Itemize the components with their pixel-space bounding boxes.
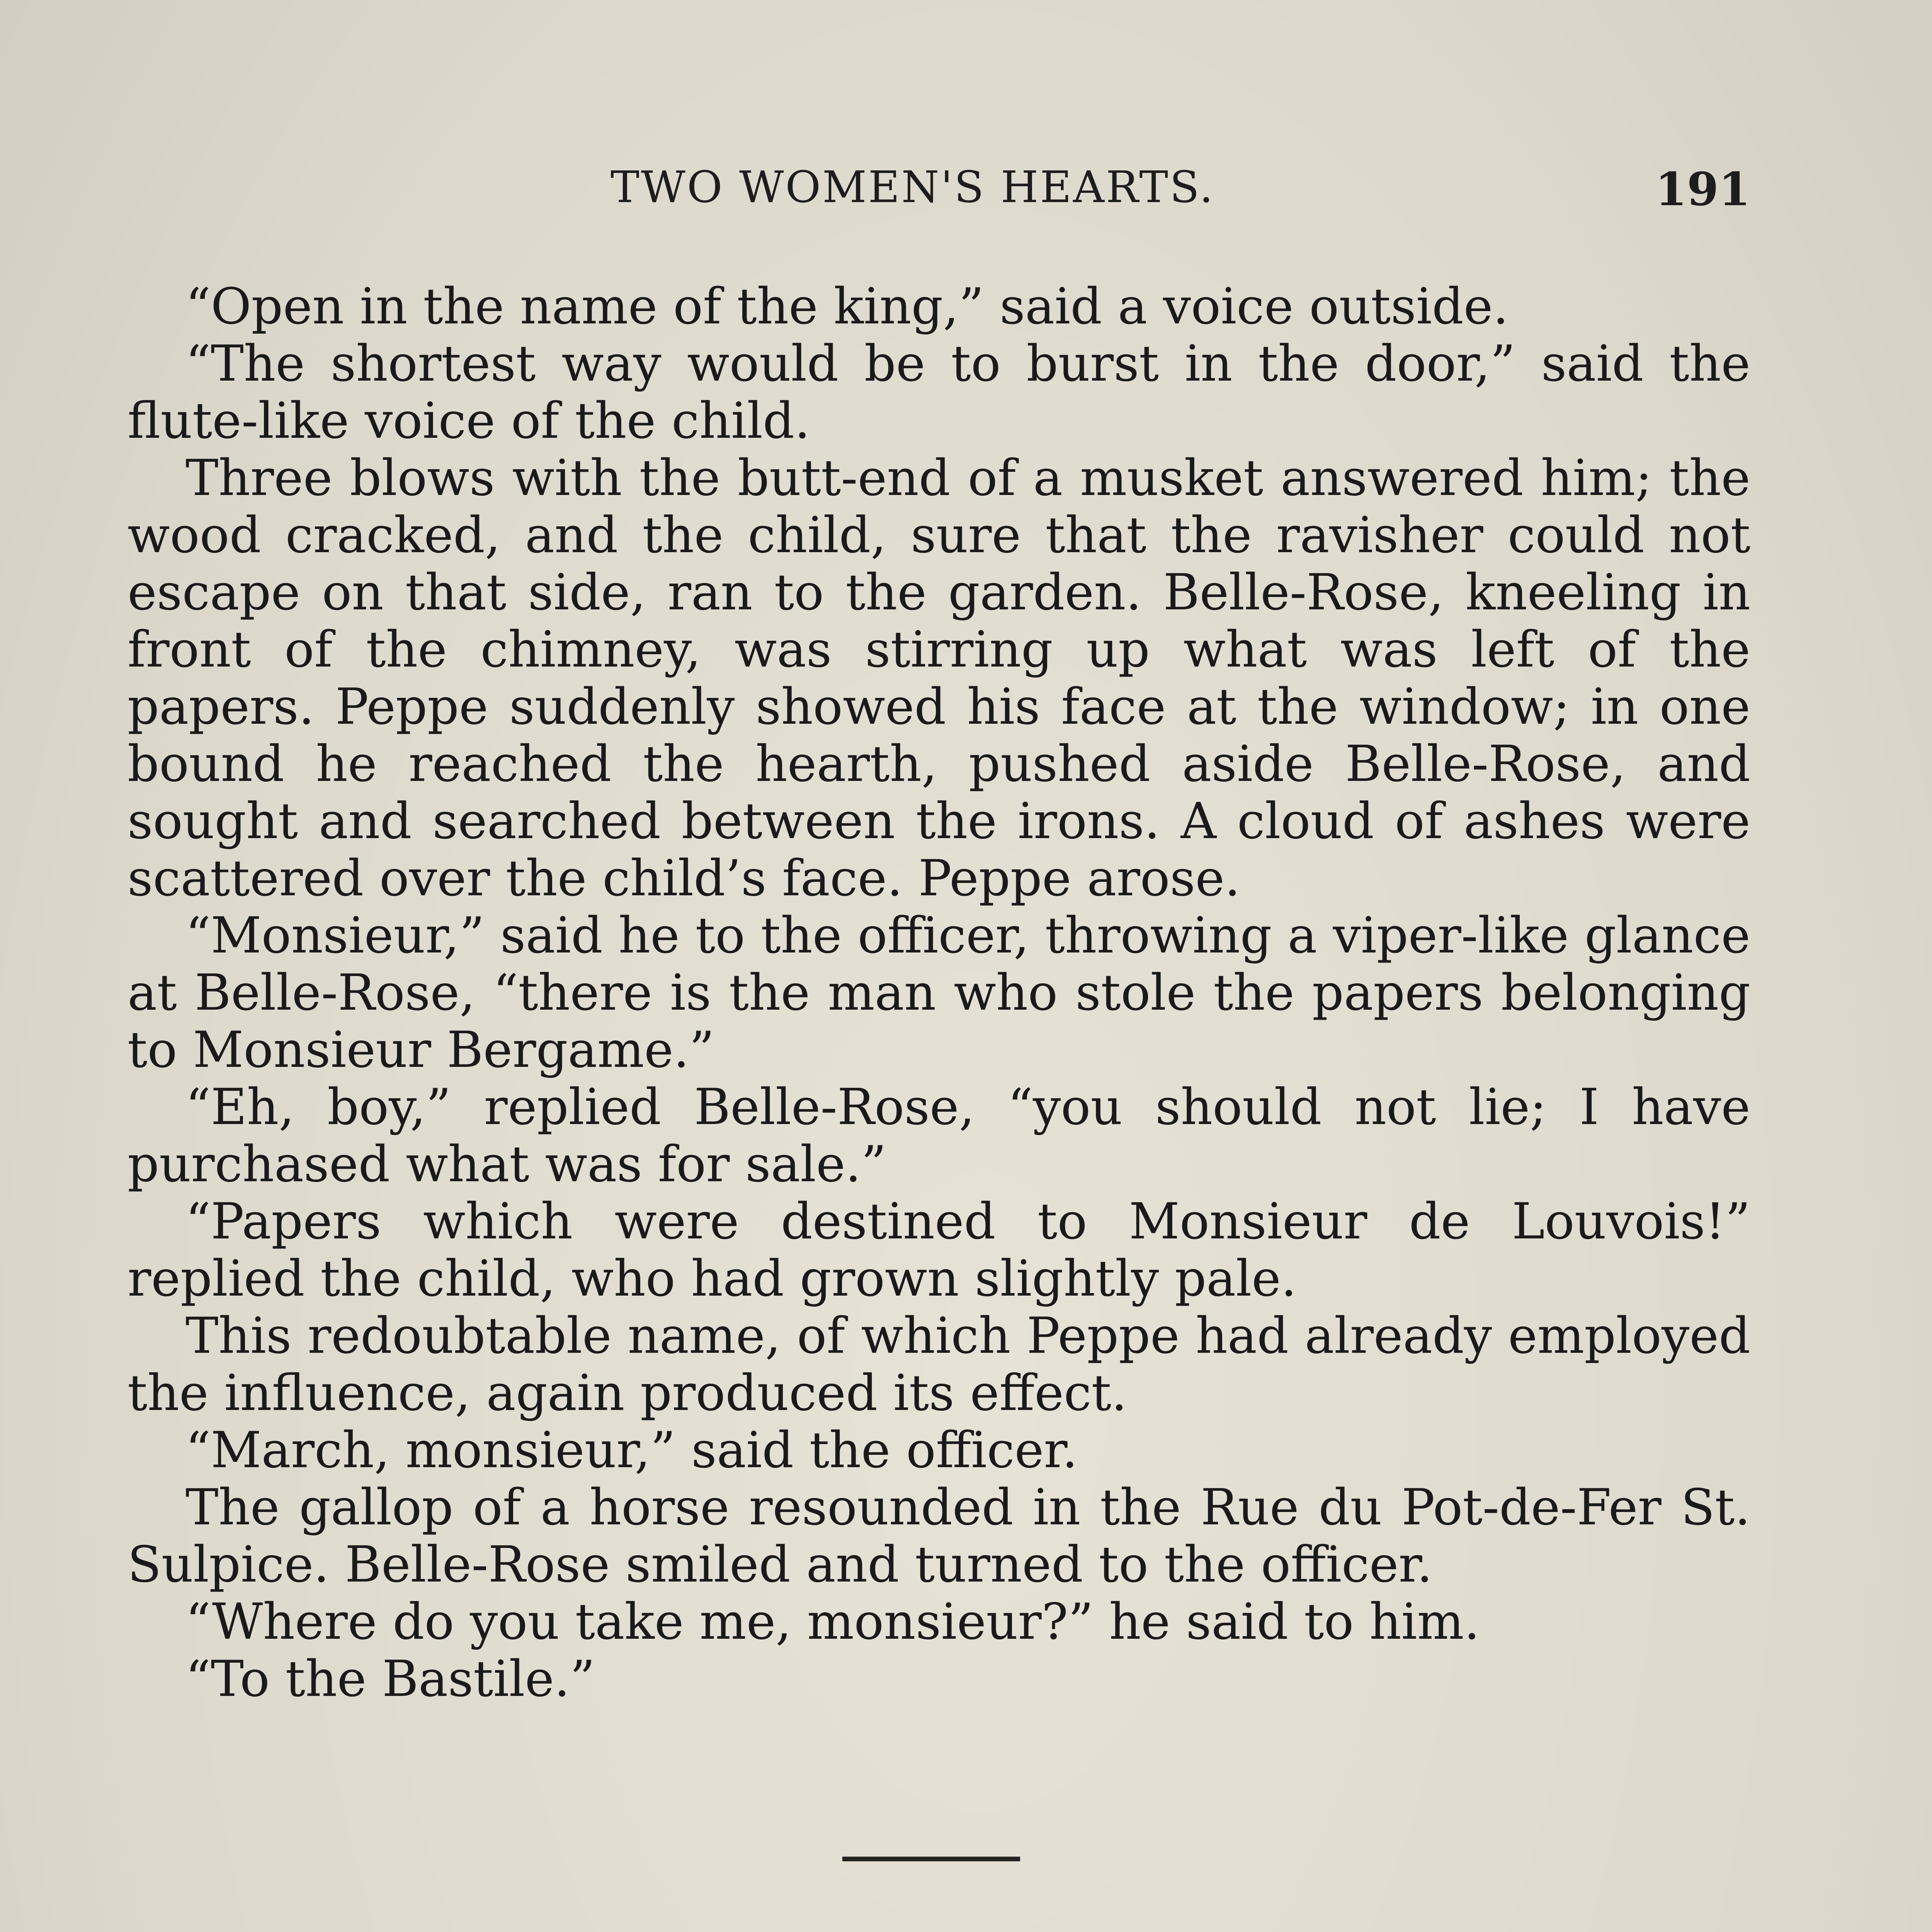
page-number: 191 [1655, 162, 1750, 216]
section-divider-rule [842, 1857, 1020, 1861]
paragraph: “Eh, boy,” replied Belle-Rose, “you should not lie; I have purchased what was for sale.” [128, 1078, 1750, 1193]
paragraph: The gallop of a horse resounded in the Rue du Pot-de-Fer St. Sulpice. Belle-Rose smiled and turned to the officer. [128, 1479, 1750, 1594]
running-title: TWO WOMEN'S HEARTS. [611, 162, 1215, 213]
paragraph: Three blows with the butt-end of a musket answered him; the wood cracked, and the child, sure that the ravisher could not escape on that side, ran to the garden. Belle-Rose, kneeling in front of the chimney, was stirring up what was left of the papers. Peppe suddenly showed his face at the window; in one bound he reached the hearth, pushed aside Belle-Rose, and sought and searched between the irons. A cloud of ashes were scattered over the child’s face. Peppe arose. [128, 449, 1750, 907]
paragraph: “Open in the name of the king,” said a voice outside. [185, 278, 1509, 335]
paragraph: This redoubtable name, of which Peppe had already employed the influence, again produced its effect. [128, 1307, 1750, 1422]
paragraph: “Where do you take me, monsieur?” he said to him. [185, 1593, 1480, 1651]
paragraph: “Papers which were destined to Monsieur de Louvois!” replied the child, who had grown slightly pale. [128, 1193, 1750, 1308]
paragraph: “To the Bastile.” [185, 1650, 595, 1708]
paragraph: “The shortest way would be to burst in the door,” said the flute-like voice of the child. [128, 335, 1750, 450]
paragraph: “Monsieur,” said he to the officer, throwing a viper-like glance at Belle-Rose, “there is the man who stole the papers belonging to Monsieur Bergame.” [128, 907, 1750, 1079]
paragraph: “March, monsieur,” said the officer. [185, 1422, 1078, 1479]
text-block-before-chapter [128, 278, 1750, 1708]
running-head [128, 162, 1750, 220]
